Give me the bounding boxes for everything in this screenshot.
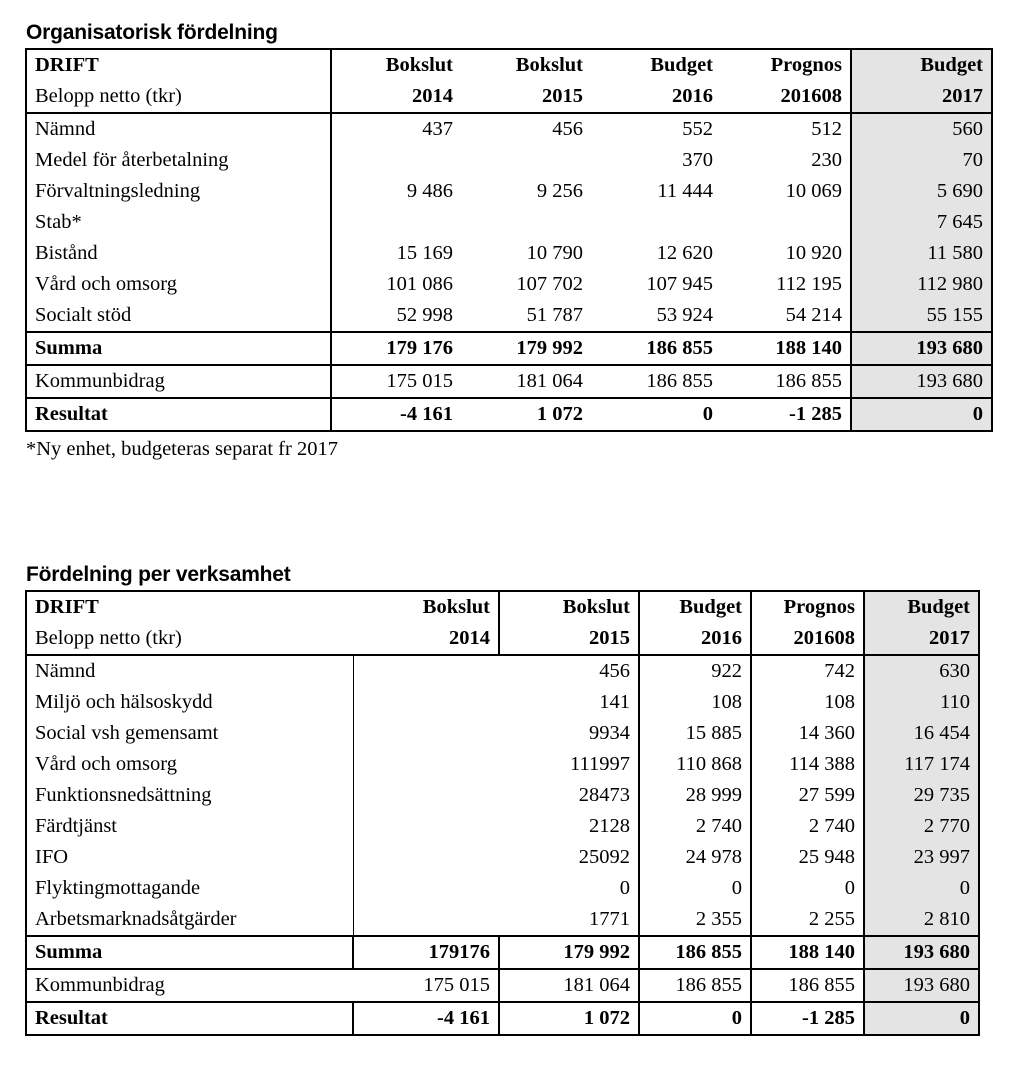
- cell: 0: [639, 1002, 751, 1035]
- cell: 23 997: [864, 842, 979, 873]
- header-col-year: 2017: [864, 623, 979, 655]
- header-col-top: Bokslut: [499, 591, 639, 623]
- table1-organisatorisk: [25, 48, 993, 432]
- cell: 15 885: [639, 718, 751, 749]
- cell: 0: [864, 873, 979, 904]
- header-col-year: 2016: [672, 85, 713, 107]
- cell: 25092: [578, 846, 630, 868]
- row-label: Förvaltningsledning: [35, 180, 201, 202]
- header-belopp: Belopp netto (tkr): [35, 85, 182, 107]
- kommunbidrag-row: [26, 365, 992, 398]
- summa-row: [26, 332, 992, 365]
- header-col-year: 2017: [851, 81, 992, 113]
- table-row: [26, 207, 992, 238]
- cell: [353, 842, 499, 873]
- header-col-top: Budget: [864, 591, 979, 623]
- table-row: [26, 749, 979, 780]
- header-drift: DRIFT: [35, 54, 99, 76]
- cell: 112 195: [776, 273, 842, 295]
- table-row: [26, 811, 979, 842]
- table-row: [26, 113, 992, 145]
- cell: 51 787: [526, 304, 583, 326]
- table-row: [26, 780, 979, 811]
- cell: 181 064: [499, 969, 639, 1002]
- cell: 456: [499, 655, 639, 687]
- cell: 186 855: [591, 365, 721, 398]
- cell: 10 069: [785, 180, 842, 202]
- table-row: [26, 176, 992, 207]
- header-col-top: Bokslut: [331, 49, 461, 81]
- row-label: Resultat: [26, 1002, 353, 1035]
- cell: 2 770: [864, 811, 979, 842]
- header-col-top: Prognos: [751, 591, 864, 623]
- cell: 230: [811, 149, 842, 171]
- table-row: [26, 718, 979, 749]
- row-label: Stab*: [35, 211, 82, 233]
- cell: 11 444: [657, 180, 713, 202]
- cell: 7 645: [851, 207, 992, 238]
- table-row: [26, 904, 979, 936]
- row-label: Flyktingmottagande: [35, 877, 201, 899]
- cell: 111997: [570, 753, 630, 775]
- cell: 1 072: [461, 398, 591, 431]
- table-row: [26, 687, 979, 718]
- table-row: [26, 300, 992, 332]
- cell: 27 599: [751, 780, 864, 811]
- cell: [353, 780, 499, 811]
- cell: [461, 207, 591, 238]
- cell: 9 256: [536, 180, 583, 202]
- cell: 193 680: [864, 936, 979, 969]
- cell: 175 015: [353, 969, 499, 1002]
- cell: [331, 207, 461, 238]
- row-label: Arbetsmarknadsåtgärder: [35, 908, 237, 930]
- kommunbidrag-row: [26, 969, 979, 1002]
- row-label: Medel för återbetalning: [35, 149, 229, 171]
- cell: 29 735: [864, 780, 979, 811]
- cell: 2 255: [751, 904, 864, 936]
- cell: 181 064: [461, 365, 591, 398]
- resultat-row: [26, 398, 992, 431]
- cell: 512: [721, 113, 851, 145]
- row-label: Bistånd: [35, 242, 98, 264]
- table2-verksamhet: [25, 590, 980, 1036]
- header-col-top: Bokslut: [422, 596, 490, 618]
- cell: [591, 207, 721, 238]
- cell: 188 140: [721, 332, 851, 365]
- cell: [353, 749, 499, 780]
- row-label: IFO: [35, 846, 69, 868]
- cell: 141: [599, 691, 630, 713]
- row-label: Kommunbidrag: [26, 365, 331, 398]
- cell: 108: [751, 687, 864, 718]
- header-col-top: Budget: [650, 54, 713, 76]
- cell: 0: [751, 873, 864, 904]
- cell: 179 992: [499, 936, 639, 969]
- row-label: Vård och omsorg: [35, 753, 177, 775]
- cell: 107 702: [516, 273, 583, 295]
- cell: 742: [751, 655, 864, 687]
- cell: 0: [591, 398, 721, 431]
- cell: -1 285: [721, 398, 851, 431]
- cell: 0: [619, 877, 630, 899]
- cell: 552: [591, 113, 721, 145]
- cell: 437: [331, 113, 461, 145]
- cell: 53 924: [656, 304, 713, 326]
- header-col-year: 2016: [639, 623, 751, 655]
- header-col-year: 201608: [751, 623, 864, 655]
- table-row: [26, 873, 979, 904]
- cell: 2 355: [639, 904, 751, 936]
- table-row: [26, 842, 979, 873]
- row-label: Resultat: [26, 398, 331, 431]
- cell: 193 680: [851, 365, 992, 398]
- header-col-top: Prognos: [770, 54, 842, 76]
- cell: 2128: [589, 815, 630, 837]
- header-col-year: 2015: [499, 623, 639, 655]
- cell: [353, 655, 499, 687]
- cell: -1 285: [751, 1002, 864, 1035]
- header-col-top: Budget: [851, 49, 992, 81]
- cell: 55 155: [851, 300, 992, 332]
- cell: [331, 145, 461, 176]
- row-label: Nämnd: [26, 655, 353, 687]
- footnote: *Ny enhet, budgeteras separat fr 2017: [26, 438, 338, 460]
- cell: 107 945: [646, 273, 713, 295]
- cell: 630: [864, 655, 979, 687]
- cell: [353, 687, 499, 718]
- cell: 15 169: [331, 238, 461, 269]
- cell: 101 086: [331, 269, 461, 300]
- row-label: Socialt stöd: [35, 304, 132, 326]
- row-label: Funktionsnedsättning: [35, 784, 212, 806]
- header-col-top: Bokslut: [515, 54, 583, 76]
- table-row: [26, 269, 992, 300]
- cell: 193 680: [864, 969, 979, 1002]
- cell: [353, 718, 499, 749]
- row-label: Social vsh gemensamt: [35, 722, 219, 744]
- cell: 110: [864, 687, 979, 718]
- cell: 0: [864, 1002, 979, 1035]
- cell: [353, 873, 499, 904]
- cell: 0: [639, 873, 751, 904]
- cell: [353, 904, 499, 936]
- cell: 1771: [589, 908, 630, 930]
- cell: [353, 811, 499, 842]
- cell: 186 855: [639, 969, 751, 1002]
- cell: -4 161: [331, 398, 461, 431]
- cell: 14 360: [751, 718, 864, 749]
- cell: 16 454: [864, 718, 979, 749]
- cell: 11 580: [851, 238, 992, 269]
- cell: 9 486: [331, 176, 461, 207]
- cell: 10 790: [526, 242, 583, 264]
- cell: 9934: [589, 722, 630, 744]
- cell: 117 174: [864, 749, 979, 780]
- cell: 186 855: [591, 332, 721, 365]
- cell: 370: [682, 149, 713, 171]
- header-col-year: 2014: [331, 81, 461, 113]
- header-col-top: Budget: [639, 591, 751, 623]
- table2-title: Fördelning per verksamhet: [26, 563, 291, 586]
- cell: 186 855: [721, 365, 851, 398]
- row-label: Summa: [26, 332, 331, 365]
- cell: 54 214: [785, 304, 842, 326]
- cell: [461, 145, 591, 176]
- row-label: Kommunbidrag: [26, 969, 353, 1002]
- cell: 5 690: [851, 176, 992, 207]
- cell: 2 810: [864, 904, 979, 936]
- cell: 179176: [353, 936, 499, 969]
- cell: 2 740: [751, 811, 864, 842]
- cell: 193 680: [851, 332, 992, 365]
- cell: 922: [639, 655, 751, 687]
- table-row: [26, 145, 992, 176]
- cell: 112 980: [851, 269, 992, 300]
- row-label: Summa: [26, 936, 353, 969]
- cell: 560: [851, 113, 992, 145]
- header-drift: DRIFT: [35, 596, 99, 618]
- cell: 70: [851, 145, 992, 176]
- cell: 186 855: [639, 936, 751, 969]
- header-col-year: 201608: [780, 85, 842, 107]
- cell: 2 740: [639, 811, 751, 842]
- cell: 186 855: [751, 969, 864, 1002]
- row-label: Miljö och hälsoskydd: [35, 691, 213, 713]
- resultat-row: [26, 1002, 979, 1035]
- header-belopp: Belopp netto (tkr): [35, 627, 182, 649]
- cell: 179 992: [461, 332, 591, 365]
- cell: 114 388: [751, 749, 864, 780]
- cell: -4 161: [353, 1002, 499, 1035]
- cell: 10 920: [785, 242, 842, 264]
- cell: 108: [639, 687, 751, 718]
- table-row: [26, 238, 992, 269]
- cell: [721, 207, 851, 238]
- cell: 24 978: [639, 842, 751, 873]
- table-row: [26, 655, 979, 687]
- header-col-year: 2014: [449, 627, 490, 649]
- row-label: Färdtjänst: [35, 815, 117, 837]
- cell: 175 015: [331, 365, 461, 398]
- cell: 28 999: [639, 780, 751, 811]
- header-col-year: 2015: [542, 85, 583, 107]
- row-label: Nämnd: [26, 113, 331, 145]
- cell: 1 072: [499, 1002, 639, 1035]
- summa-row: [26, 936, 979, 969]
- cell: 179 176: [331, 332, 461, 365]
- cell: 456: [461, 113, 591, 145]
- cell: 52 998: [331, 300, 461, 332]
- cell: 188 140: [751, 936, 864, 969]
- cell: 110 868: [639, 749, 751, 780]
- cell: 0: [851, 398, 992, 431]
- row-label: Vård och omsorg: [35, 273, 177, 295]
- cell: 28473: [578, 784, 630, 806]
- cell: 25 948: [751, 842, 864, 873]
- table1-title: Organisatorisk fördelning: [26, 21, 278, 44]
- cell: 12 620: [656, 242, 713, 264]
